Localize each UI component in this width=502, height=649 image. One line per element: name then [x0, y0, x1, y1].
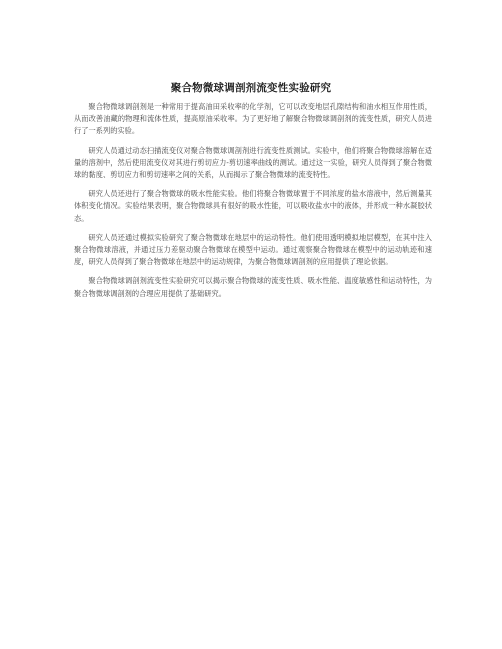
- paragraph: 聚合物微球调剖剂流变性实验研究可以揭示聚合物微球的流变性质、吸水性能、温度敏感性和运动特性，为聚合物微球调剖剂的合理应用提供了基础研究。: [74, 276, 432, 298]
- paragraph: 研究人员通过动态扫描流变仪对聚合物微球调剖剂进行流变性质测试。实验中，他们将聚合物微球溶解在适量的溶剂中，然后使用流变仪对其进行剪切应力-剪切速率曲线的测试。通过这一实验，研究人员得到了聚合物微球的黏度、剪切应力和剪切速率之间的关系，从而揭示了聚合物微球的流变特性。: [74, 145, 432, 180]
- paragraph: 研究人员还进行了聚合物微球的吸水性能实验。他们将聚合物微球置于不同浓度的盐水溶液中，然后测量其体积变化情况。实验结果表明，聚合物微球具有很好的吸水性能，可以吸收盐水中的液体，并形成一种水凝胶状态。: [74, 189, 432, 223]
- paragraph: 聚合物微球调剖剂是一种常用于提高油田采收率的化学剂，它可以改变地层孔隙结构和油水相互作用性质，从而改善油藏的物理和流体性质，提高原油采收率。为了更好地了解聚合物微球调剖剂的流变性质，研究人员进行了一系列的实验。: [74, 102, 432, 136]
- document-body: [74, 101, 432, 307]
- paragraph: 研究人员还通过模拟实验研究了聚合物微球在地层中的运动特性。他们使用透明模拟地层模型，在其中注入聚合物微球溶液，并通过压力差驱动聚合物微球在模型中运动。通过观察聚合物微球在模型中的运动轨迹和速度，研究人员得到了聚合物微球在地层中的运动规律，为聚合物微球调剖剂的应用提供了理论依据。: [74, 232, 432, 267]
- document-title: 聚合物微球调剖剂流变性实验研究: [170, 82, 332, 94]
